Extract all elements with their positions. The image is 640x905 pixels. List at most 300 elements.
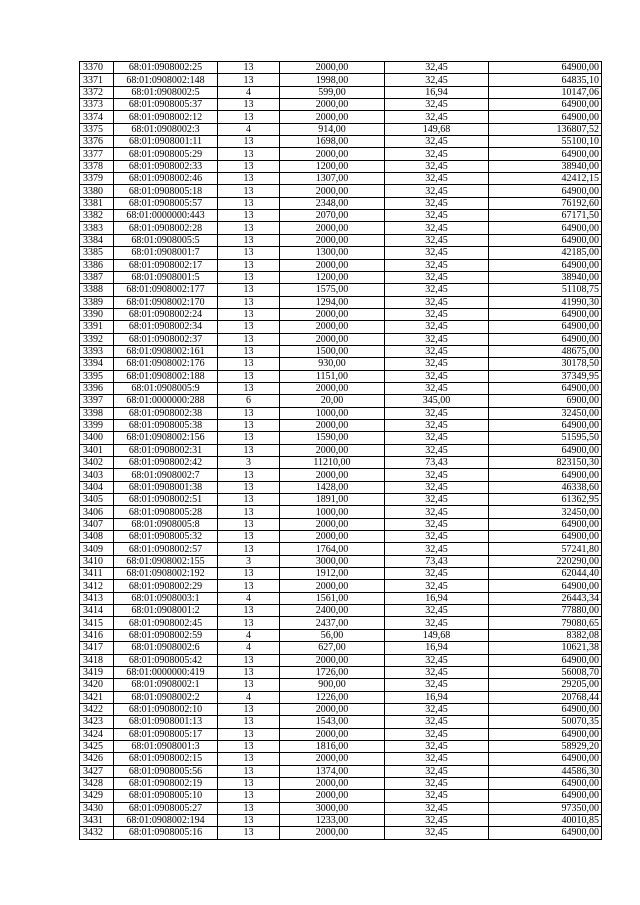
rate-cell: 32,45 bbox=[385, 469, 489, 481]
row-number-cell: 3413 bbox=[80, 592, 114, 604]
row-number-cell: 3408 bbox=[80, 531, 114, 543]
cadastral-number-cell: 68:01:0908005:9 bbox=[114, 382, 218, 394]
row-number-cell: 3381 bbox=[80, 197, 114, 209]
area-cell: 1764,00 bbox=[280, 543, 385, 555]
rate-cell: 16,94 bbox=[385, 592, 489, 604]
value-cell: 32450,00 bbox=[489, 506, 602, 518]
cadastral-number-cell: 68:01:0908002:194 bbox=[114, 814, 218, 826]
table-row bbox=[80, 345, 602, 357]
value-cell: 10147,06 bbox=[489, 86, 602, 98]
table-row bbox=[80, 321, 602, 333]
table-row bbox=[80, 284, 602, 296]
area-cell: 2000,00 bbox=[280, 321, 385, 333]
row-number-cell: 3402 bbox=[80, 457, 114, 469]
table-row bbox=[80, 703, 602, 715]
table-row bbox=[80, 543, 602, 555]
row-number-cell: 3393 bbox=[80, 345, 114, 357]
cadastral-number-cell: 68:01:0908002:5 bbox=[114, 86, 218, 98]
code-cell: 13 bbox=[218, 407, 280, 419]
value-cell: 64900,00 bbox=[489, 827, 602, 839]
row-number-cell: 3392 bbox=[80, 333, 114, 345]
code-cell: 13 bbox=[218, 716, 280, 728]
cadastral-number-cell: 68:01:0908002:156 bbox=[114, 432, 218, 444]
table-row bbox=[80, 802, 602, 814]
row-number-cell: 3380 bbox=[80, 185, 114, 197]
code-cell: 13 bbox=[218, 444, 280, 456]
area-cell: 900,00 bbox=[280, 679, 385, 691]
code-cell: 4 bbox=[218, 123, 280, 135]
code-cell: 13 bbox=[218, 506, 280, 518]
code-cell: 13 bbox=[218, 74, 280, 86]
value-cell: 48675,00 bbox=[489, 345, 602, 357]
table-body bbox=[80, 62, 602, 840]
cadastral-number-cell: 68:01:0908005:29 bbox=[114, 148, 218, 160]
rate-cell: 32,45 bbox=[385, 345, 489, 357]
row-number-cell: 3416 bbox=[80, 629, 114, 641]
area-cell: 2000,00 bbox=[280, 234, 385, 246]
rate-cell: 32,45 bbox=[385, 481, 489, 493]
table-row bbox=[80, 555, 602, 567]
row-number-cell: 3372 bbox=[80, 86, 114, 98]
table-row bbox=[80, 407, 602, 419]
table-row bbox=[80, 395, 602, 407]
value-cell: 57241,80 bbox=[489, 543, 602, 555]
code-cell: 13 bbox=[218, 679, 280, 691]
value-cell: 46338,60 bbox=[489, 481, 602, 493]
value-cell: 64900,00 bbox=[489, 531, 602, 543]
row-number-cell: 3418 bbox=[80, 654, 114, 666]
cadastral-number-cell: 68:01:0908002:28 bbox=[114, 222, 218, 234]
value-cell: 37349,95 bbox=[489, 370, 602, 382]
row-number-cell: 3421 bbox=[80, 691, 114, 703]
area-cell: 2000,00 bbox=[280, 728, 385, 740]
table-row bbox=[80, 247, 602, 259]
cadastral-number-cell: 68:01:0908002:37 bbox=[114, 333, 218, 345]
rate-cell: 32,45 bbox=[385, 814, 489, 826]
area-cell: 2000,00 bbox=[280, 259, 385, 271]
value-cell: 64900,00 bbox=[489, 753, 602, 765]
cadastral-number-cell: 68:01:0908002:1 bbox=[114, 679, 218, 691]
rate-cell: 32,45 bbox=[385, 654, 489, 666]
rate-cell: 32,45 bbox=[385, 432, 489, 444]
code-cell: 13 bbox=[218, 234, 280, 246]
rate-cell: 32,45 bbox=[385, 802, 489, 814]
row-number-cell: 3378 bbox=[80, 160, 114, 172]
value-cell: 30178,50 bbox=[489, 358, 602, 370]
rate-cell: 32,45 bbox=[385, 296, 489, 308]
table-row bbox=[80, 777, 602, 789]
area-cell: 2000,00 bbox=[280, 753, 385, 765]
table-row bbox=[80, 358, 602, 370]
area-cell: 11210,00 bbox=[280, 457, 385, 469]
row-number-cell: 3394 bbox=[80, 358, 114, 370]
rate-cell: 32,45 bbox=[385, 716, 489, 728]
area-cell: 56,00 bbox=[280, 629, 385, 641]
table-row bbox=[80, 518, 602, 530]
code-cell: 13 bbox=[218, 543, 280, 555]
area-cell: 1543,00 bbox=[280, 716, 385, 728]
value-cell: 56008,70 bbox=[489, 666, 602, 678]
code-cell: 13 bbox=[218, 654, 280, 666]
cadastral-number-cell: 68:01:0000000:443 bbox=[114, 210, 218, 222]
table-row bbox=[80, 271, 602, 283]
table-row bbox=[80, 765, 602, 777]
value-cell: 55100,10 bbox=[489, 136, 602, 148]
table-row bbox=[80, 531, 602, 543]
cadastral-number-cell: 68:01:0908002:177 bbox=[114, 284, 218, 296]
cadastral-number-cell: 68:01:0908002:38 bbox=[114, 407, 218, 419]
cadastral-number-cell: 68:01:0908002:176 bbox=[114, 358, 218, 370]
rate-cell: 32,45 bbox=[385, 160, 489, 172]
rate-cell: 32,45 bbox=[385, 419, 489, 431]
code-cell: 13 bbox=[218, 62, 280, 74]
row-number-cell: 3395 bbox=[80, 370, 114, 382]
code-cell: 13 bbox=[218, 358, 280, 370]
value-cell: 220290,00 bbox=[489, 555, 602, 567]
value-cell: 64900,00 bbox=[489, 518, 602, 530]
value-cell: 64900,00 bbox=[489, 234, 602, 246]
value-cell: 97350,00 bbox=[489, 802, 602, 814]
area-cell: 2000,00 bbox=[280, 518, 385, 530]
value-cell: 64900,00 bbox=[489, 111, 602, 123]
table-row bbox=[80, 296, 602, 308]
cadastral-number-cell: 68:01:0908005:16 bbox=[114, 827, 218, 839]
code-cell: 13 bbox=[218, 160, 280, 172]
row-number-cell: 3400 bbox=[80, 432, 114, 444]
area-cell: 914,00 bbox=[280, 123, 385, 135]
rate-cell: 32,45 bbox=[385, 321, 489, 333]
row-number-cell: 3431 bbox=[80, 814, 114, 826]
row-number-cell: 3406 bbox=[80, 506, 114, 518]
cadastral-number-cell: 68:01:0908005:10 bbox=[114, 790, 218, 802]
table-row bbox=[80, 592, 602, 604]
area-cell: 2000,00 bbox=[280, 148, 385, 160]
cadastral-number-cell: 68:01:0908005:42 bbox=[114, 654, 218, 666]
value-cell: 44586,30 bbox=[489, 765, 602, 777]
table-row bbox=[80, 419, 602, 431]
value-cell: 41990,30 bbox=[489, 296, 602, 308]
rate-cell: 32,45 bbox=[385, 197, 489, 209]
rate-cell: 32,45 bbox=[385, 148, 489, 160]
code-cell: 13 bbox=[218, 308, 280, 320]
area-cell: 1000,00 bbox=[280, 506, 385, 518]
rate-cell: 32,45 bbox=[385, 185, 489, 197]
table-row bbox=[80, 654, 602, 666]
area-cell: 2000,00 bbox=[280, 531, 385, 543]
code-cell: 13 bbox=[218, 531, 280, 543]
area-cell: 1000,00 bbox=[280, 407, 385, 419]
row-number-cell: 3382 bbox=[80, 210, 114, 222]
code-cell: 13 bbox=[218, 728, 280, 740]
area-cell: 2437,00 bbox=[280, 617, 385, 629]
code-cell: 3 bbox=[218, 555, 280, 567]
table-row bbox=[80, 494, 602, 506]
cadastral-number-cell: 68:01:0908001:38 bbox=[114, 481, 218, 493]
table-row bbox=[80, 308, 602, 320]
rate-cell: 32,45 bbox=[385, 518, 489, 530]
code-cell: 13 bbox=[218, 753, 280, 765]
rate-cell: 32,45 bbox=[385, 531, 489, 543]
rate-cell: 32,45 bbox=[385, 74, 489, 86]
rate-cell: 32,45 bbox=[385, 753, 489, 765]
row-number-cell: 3401 bbox=[80, 444, 114, 456]
value-cell: 64900,00 bbox=[489, 703, 602, 715]
value-cell: 64900,00 bbox=[489, 654, 602, 666]
area-cell: 2000,00 bbox=[280, 444, 385, 456]
value-cell: 58929,20 bbox=[489, 740, 602, 752]
cadastral-number-cell: 68:01:0908002:6 bbox=[114, 642, 218, 654]
area-cell: 1500,00 bbox=[280, 345, 385, 357]
code-cell: 13 bbox=[218, 382, 280, 394]
code-cell: 13 bbox=[218, 271, 280, 283]
code-cell: 13 bbox=[218, 802, 280, 814]
value-cell: 26443,34 bbox=[489, 592, 602, 604]
rate-cell: 32,45 bbox=[385, 284, 489, 296]
value-cell: 40010,85 bbox=[489, 814, 602, 826]
rate-cell: 32,45 bbox=[385, 605, 489, 617]
value-cell: 64900,00 bbox=[489, 790, 602, 802]
code-cell: 13 bbox=[218, 345, 280, 357]
code-cell: 13 bbox=[218, 370, 280, 382]
rate-cell: 32,45 bbox=[385, 99, 489, 111]
row-number-cell: 3410 bbox=[80, 555, 114, 567]
cadastral-number-cell: 68:01:0908002:19 bbox=[114, 777, 218, 789]
area-cell: 1816,00 bbox=[280, 740, 385, 752]
value-cell: 64900,00 bbox=[489, 580, 602, 592]
value-cell: 67171,50 bbox=[489, 210, 602, 222]
row-number-cell: 3415 bbox=[80, 617, 114, 629]
rate-cell: 149,68 bbox=[385, 123, 489, 135]
value-cell: 64900,00 bbox=[489, 777, 602, 789]
cadastral-number-cell: 68:01:0908005:57 bbox=[114, 197, 218, 209]
table-row bbox=[80, 617, 602, 629]
row-number-cell: 3420 bbox=[80, 679, 114, 691]
value-cell: 10621,38 bbox=[489, 642, 602, 654]
rate-cell: 32,45 bbox=[385, 740, 489, 752]
rate-cell: 32,45 bbox=[385, 494, 489, 506]
area-cell: 1575,00 bbox=[280, 284, 385, 296]
table-row bbox=[80, 432, 602, 444]
value-cell: 38940,00 bbox=[489, 271, 602, 283]
cadastral-number-cell: 68:01:0908002:148 bbox=[114, 74, 218, 86]
row-number-cell: 3430 bbox=[80, 802, 114, 814]
cadastral-number-cell: 68:01:0908002:45 bbox=[114, 617, 218, 629]
code-cell: 4 bbox=[218, 86, 280, 98]
area-cell: 930,00 bbox=[280, 358, 385, 370]
row-number-cell: 3424 bbox=[80, 728, 114, 740]
table-row bbox=[80, 457, 602, 469]
cadastral-number-cell: 68:01:0908002:3 bbox=[114, 123, 218, 135]
rate-cell: 32,45 bbox=[385, 444, 489, 456]
area-cell: 2000,00 bbox=[280, 654, 385, 666]
area-cell: 1561,00 bbox=[280, 592, 385, 604]
code-cell: 13 bbox=[218, 185, 280, 197]
row-number-cell: 3397 bbox=[80, 395, 114, 407]
cadastral-number-cell: 68:01:0908002:24 bbox=[114, 308, 218, 320]
cadastral-number-cell: 68:01:0908005:17 bbox=[114, 728, 218, 740]
table-row bbox=[80, 753, 602, 765]
row-number-cell: 3417 bbox=[80, 642, 114, 654]
rate-cell: 32,45 bbox=[385, 370, 489, 382]
table-row bbox=[80, 136, 602, 148]
table-row bbox=[80, 210, 602, 222]
row-number-cell: 3411 bbox=[80, 568, 114, 580]
rate-cell: 32,45 bbox=[385, 765, 489, 777]
row-number-cell: 3426 bbox=[80, 753, 114, 765]
cadastral-number-cell: 68:01:0908001:5 bbox=[114, 271, 218, 283]
row-number-cell: 3405 bbox=[80, 494, 114, 506]
row-number-cell: 3386 bbox=[80, 259, 114, 271]
table-row bbox=[80, 259, 602, 271]
cadastral-number-cell: 68:01:0908005:8 bbox=[114, 518, 218, 530]
table-row bbox=[80, 234, 602, 246]
value-cell: 51595,50 bbox=[489, 432, 602, 444]
rate-cell: 32,45 bbox=[385, 580, 489, 592]
cadastral-number-cell: 68:01:0908005:28 bbox=[114, 506, 218, 518]
value-cell: 64900,00 bbox=[489, 62, 602, 74]
code-cell: 13 bbox=[218, 432, 280, 444]
rate-cell: 32,45 bbox=[385, 666, 489, 678]
table-row bbox=[80, 148, 602, 160]
row-number-cell: 3423 bbox=[80, 716, 114, 728]
rate-cell: 32,45 bbox=[385, 703, 489, 715]
table-row bbox=[80, 629, 602, 641]
cadastral-number-cell: 68:01:0908005:56 bbox=[114, 765, 218, 777]
table-row bbox=[80, 382, 602, 394]
row-number-cell: 3377 bbox=[80, 148, 114, 160]
rate-cell: 32,45 bbox=[385, 728, 489, 740]
area-cell: 2348,00 bbox=[280, 197, 385, 209]
cadastral-number-cell: 68:01:0908005:18 bbox=[114, 185, 218, 197]
row-number-cell: 3370 bbox=[80, 62, 114, 74]
code-cell: 13 bbox=[218, 284, 280, 296]
area-cell: 2000,00 bbox=[280, 308, 385, 320]
table-row bbox=[80, 481, 602, 493]
value-cell: 8382,08 bbox=[489, 629, 602, 641]
area-cell: 627,00 bbox=[280, 642, 385, 654]
rate-cell: 32,45 bbox=[385, 259, 489, 271]
area-cell: 1998,00 bbox=[280, 74, 385, 86]
rate-cell: 32,45 bbox=[385, 790, 489, 802]
cadastral-number-cell: 68:01:0908005:27 bbox=[114, 802, 218, 814]
table-row bbox=[80, 99, 602, 111]
code-cell: 13 bbox=[218, 790, 280, 802]
row-number-cell: 3396 bbox=[80, 382, 114, 394]
row-number-cell: 3371 bbox=[80, 74, 114, 86]
table-row bbox=[80, 691, 602, 703]
cadastral-number-cell: 68:01:0908002:161 bbox=[114, 345, 218, 357]
code-cell: 13 bbox=[218, 617, 280, 629]
value-cell: 64835,10 bbox=[489, 74, 602, 86]
table-row bbox=[80, 197, 602, 209]
code-cell: 13 bbox=[218, 99, 280, 111]
area-cell: 1233,00 bbox=[280, 814, 385, 826]
code-cell: 13 bbox=[218, 494, 280, 506]
document-page bbox=[79, 61, 602, 840]
row-number-cell: 3391 bbox=[80, 321, 114, 333]
value-cell: 64900,00 bbox=[489, 148, 602, 160]
row-number-cell: 3404 bbox=[80, 481, 114, 493]
row-number-cell: 3379 bbox=[80, 173, 114, 185]
value-cell: 29205,00 bbox=[489, 679, 602, 691]
value-cell: 38940,00 bbox=[489, 160, 602, 172]
code-cell: 13 bbox=[218, 259, 280, 271]
value-cell: 79080,65 bbox=[489, 617, 602, 629]
code-cell: 13 bbox=[218, 321, 280, 333]
rate-cell: 32,45 bbox=[385, 827, 489, 839]
code-cell: 4 bbox=[218, 642, 280, 654]
table-row bbox=[80, 160, 602, 172]
row-number-cell: 3422 bbox=[80, 703, 114, 715]
cadastral-number-cell: 68:01:0908002:15 bbox=[114, 753, 218, 765]
value-cell: 51108,75 bbox=[489, 284, 602, 296]
value-cell: 64900,00 bbox=[489, 321, 602, 333]
table-row bbox=[80, 666, 602, 678]
area-cell: 2000,00 bbox=[280, 777, 385, 789]
table-row bbox=[80, 790, 602, 802]
value-cell: 64900,00 bbox=[489, 185, 602, 197]
row-number-cell: 3429 bbox=[80, 790, 114, 802]
cadastral-number-cell: 68:01:0908005:5 bbox=[114, 234, 218, 246]
area-cell: 3000,00 bbox=[280, 555, 385, 567]
area-cell: 1590,00 bbox=[280, 432, 385, 444]
cadastral-number-cell: 68:01:0908002:17 bbox=[114, 259, 218, 271]
rate-cell: 32,45 bbox=[385, 136, 489, 148]
rate-cell: 345,00 bbox=[385, 395, 489, 407]
area-cell: 2000,00 bbox=[280, 419, 385, 431]
table-row bbox=[80, 568, 602, 580]
area-cell: 1912,00 bbox=[280, 568, 385, 580]
table-row bbox=[80, 679, 602, 691]
row-number-cell: 3375 bbox=[80, 123, 114, 135]
rate-cell: 32,45 bbox=[385, 679, 489, 691]
cadastral-number-cell: 68:01:0908002:31 bbox=[114, 444, 218, 456]
rate-cell: 32,45 bbox=[385, 333, 489, 345]
cadastral-number-cell: 68:01:0908005:32 bbox=[114, 531, 218, 543]
code-cell: 6 bbox=[218, 395, 280, 407]
value-cell: 62044,40 bbox=[489, 568, 602, 580]
code-cell: 13 bbox=[218, 777, 280, 789]
rate-cell: 32,45 bbox=[385, 543, 489, 555]
cadastral-number-cell: 68:01:0908002:51 bbox=[114, 494, 218, 506]
cadastral-number-cell: 68:01:0908002:188 bbox=[114, 370, 218, 382]
value-cell: 32450,00 bbox=[489, 407, 602, 419]
rate-cell: 32,45 bbox=[385, 173, 489, 185]
code-cell: 13 bbox=[218, 765, 280, 777]
table-row bbox=[80, 728, 602, 740]
code-cell: 13 bbox=[218, 333, 280, 345]
cadastral-number-cell: 68:01:0908002:33 bbox=[114, 160, 218, 172]
cadastral-number-cell: 68:01:0908005:38 bbox=[114, 419, 218, 431]
row-number-cell: 3384 bbox=[80, 234, 114, 246]
table-row bbox=[80, 62, 602, 74]
value-cell: 64900,00 bbox=[489, 444, 602, 456]
table-row bbox=[80, 444, 602, 456]
row-number-cell: 3403 bbox=[80, 469, 114, 481]
code-cell: 3 bbox=[218, 457, 280, 469]
table-row bbox=[80, 222, 602, 234]
area-cell: 599,00 bbox=[280, 86, 385, 98]
row-number-cell: 3398 bbox=[80, 407, 114, 419]
value-cell: 64900,00 bbox=[489, 382, 602, 394]
area-cell: 2000,00 bbox=[280, 111, 385, 123]
value-cell: 64900,00 bbox=[489, 99, 602, 111]
table-row bbox=[80, 580, 602, 592]
rate-cell: 32,45 bbox=[385, 247, 489, 259]
cadastral-number-cell: 68:01:0908002:42 bbox=[114, 457, 218, 469]
row-number-cell: 3385 bbox=[80, 247, 114, 259]
row-number-cell: 3374 bbox=[80, 111, 114, 123]
